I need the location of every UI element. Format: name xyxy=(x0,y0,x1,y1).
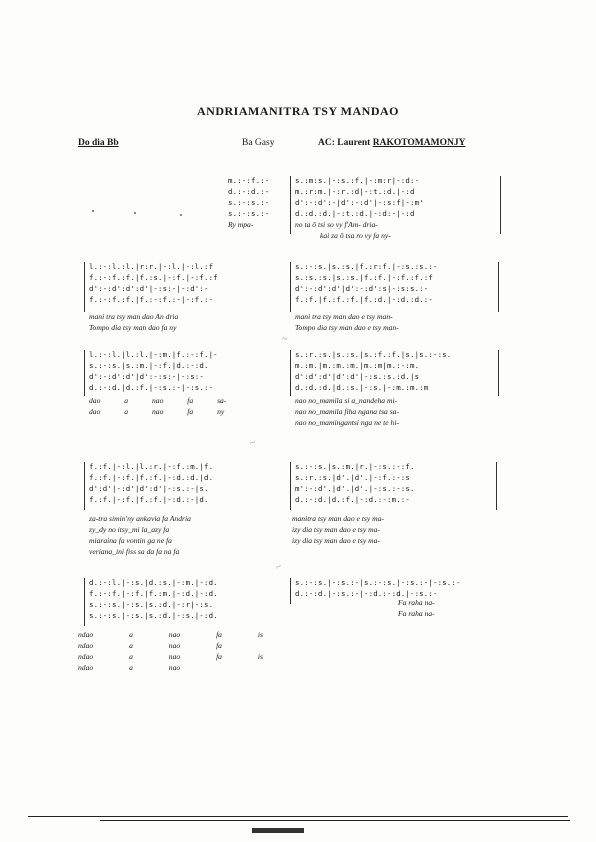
lyric-line: miaraina fa vontin ga ne fa xyxy=(89,536,172,545)
lyric-line: izy dia tsy man dao e tsy ma- xyxy=(292,525,380,534)
pencil-mark: ~ xyxy=(282,334,288,345)
footer-smudge xyxy=(252,828,304,833)
note-row: s.:-:s.|s.:s.|f.:r:f.|-:s.:s.:- xyxy=(295,262,438,271)
note-row: d':-:d':d':d'|-:s:-|-:d':- xyxy=(89,284,209,293)
note-row: m.:m.|m.:m.:m.|m.:m|m.:-:m. xyxy=(295,361,420,370)
lyric-line: manitra tsy man dao e tsy ma- xyxy=(292,514,384,523)
key-signature: Do dia Bb xyxy=(78,138,119,148)
note-row: s.:-:s.|-:s.|s.:d.|-:r|-:s. xyxy=(89,600,214,609)
note-row: f.:f.|f.:f.:f.|f.:d.|-:d.:d.:- xyxy=(295,295,433,304)
note-row: d.:-:d.|d.:f.|-:d.:-:m.:- xyxy=(295,495,410,504)
lyric-line: ndao a nao fa is xyxy=(78,630,263,639)
system-5-right xyxy=(290,578,502,628)
scan-speck xyxy=(92,210,94,212)
lyric-line: Fa raha na- xyxy=(398,609,435,618)
footer-rule xyxy=(28,816,568,817)
lyric-line: mani tra tsy man dao e tsy man- xyxy=(295,312,393,321)
note-row: s.:-:s.|-:s.|s.:d.|-:s.|-:d. xyxy=(89,611,218,620)
song-title: ANDRIAMANITRA TSY MANDAO xyxy=(196,104,399,118)
lyric-line: nao no_mamingantsi nga ne te hi- xyxy=(295,418,399,427)
lyric-line: dao a nao fa ny xyxy=(89,407,225,416)
composer-prefix: AC: Laurent xyxy=(318,138,373,148)
note-row: d':-:d':d'|d':-:d':s|-:s:s.:- xyxy=(295,284,429,293)
note-row: s.:-:s.:- xyxy=(228,198,270,207)
composer-credit xyxy=(318,138,465,148)
system-4-right xyxy=(290,462,502,562)
lyric-line: za-tra simin'ny ankavia fa Andria xyxy=(89,514,191,523)
pencil-mark: ~ xyxy=(248,437,258,450)
footer-rule xyxy=(100,820,570,821)
composer-name: RAKOTOMAMONJY xyxy=(372,138,466,148)
note-row: s.:r.:s.|d'.|d'.|-:f.:-:s xyxy=(295,473,410,482)
note-row: s.:m:s.|-:s.:f.|-:m:r|-:d:- xyxy=(295,176,420,185)
lyric-line: nao no_mamila fiha ngana tsa sa- xyxy=(295,407,399,416)
note-row: d.:d.:d.|-:t.:d.|-:d:-|-:d xyxy=(295,209,415,218)
note-row: d':d'|-:d'|d':d'|-:s.:-|s. xyxy=(89,484,209,493)
note-row: f.:-:f.:f.|f.:s.|-:f.|-:f.:f xyxy=(89,273,218,282)
note-row: s.:s.:s.|s.:s.|f.:f.|-:f.:f.:f xyxy=(295,273,433,282)
scan-speck xyxy=(134,212,136,214)
lyric-line: no ta ô tsi so vy f'Am- dria- xyxy=(295,220,378,229)
note-row: d':-:d':-|d':-:d'|-:s:f|-:m' xyxy=(295,198,424,207)
system-1-left xyxy=(228,176,286,248)
system-4-left xyxy=(84,462,286,562)
note-row: s.:r.:s.|s.:s.|s.:f.:f.|s.|s.:-:s. xyxy=(295,350,452,359)
note-row: d.:d.:d.|d.:s.|-:s.|-:m.:m.:m xyxy=(295,383,429,392)
lyric-line: Ry mpa- xyxy=(228,220,254,229)
lyric-line: ndao a nao fa xyxy=(78,641,222,650)
note-row: f.:-:f.:f.|f.:-:f.:-|-:f.:- xyxy=(89,295,214,304)
pencil-mark: ~ xyxy=(273,561,284,574)
scan-speck xyxy=(180,214,182,216)
lyric-line: izy dia tsy man dao e tsy ma- xyxy=(292,536,380,545)
note-row: s.:-:s.|s.:m.|r.|-:s.:-:f. xyxy=(295,462,415,471)
lyric-line: ndao a nao fa is xyxy=(78,652,263,661)
note-row: d':d':d'|d':d'|-:s.:s.:d.|s xyxy=(295,372,420,381)
lyric-line: ndao a nao xyxy=(78,663,181,672)
system-5-left xyxy=(78,578,286,684)
system-2-right xyxy=(290,262,502,337)
note-row: s.:-:s.:- xyxy=(228,209,270,218)
lyric-line: Fa raha na- xyxy=(398,598,435,607)
note-row: d.:-:d.:- xyxy=(228,187,270,196)
system-1-right xyxy=(290,176,502,256)
lyric-line: Tompo dia tsy man dao e tsy man- xyxy=(295,323,399,332)
note-row: m.:r:m.|-:r.:d|-:t.:d.|-:d xyxy=(295,187,415,196)
note-row: d.:-:d.|d.:f.|-:s.:-|-:s.:- xyxy=(89,383,214,392)
lyric-line: kai za ô tsa ro vy fa ny- xyxy=(320,231,391,240)
lyric-line: Tompo dia tsy man dao fa ny xyxy=(89,323,177,332)
note-row: f.:f.|-:f.|f.:f.|-:d.:-|d. xyxy=(89,495,209,504)
note-row: f.:f.|-:f.|f.:f.|-:d.:d.|d. xyxy=(89,473,214,482)
note-row: l.:-:l.:l.|r:r.|-:l.|-:l.:f xyxy=(89,262,214,271)
language-label: Ba Gasy xyxy=(242,138,275,148)
lyric-line: veriana_ini fiss sa da fa na fa xyxy=(89,547,180,556)
note-row: d.:-:l.|-:s.|d.:s.|-:m.|-:d. xyxy=(89,578,218,587)
system-3-left xyxy=(84,350,286,420)
note-row: s.:-:s.|-:s.:-|s.:-:s.|-:s.:-|-:s.:- xyxy=(295,578,461,587)
lyric-line: nao no_mamila si a_nandeha mi- xyxy=(295,396,398,405)
note-row: d':-:d':d'|d':-:s:-|-:s:- xyxy=(89,372,204,381)
note-row: d.:-:d.|-:s.:-|-:d.:-:d.|-:s.:- xyxy=(295,589,438,598)
lyric-line: dao a nao fa sa- xyxy=(89,396,227,405)
system-3-right xyxy=(290,350,502,430)
lyric-line: mani tra tsy man dao An dria xyxy=(89,312,179,321)
lyric-line: zy_dy no itsy_mi la_azy fa xyxy=(89,525,170,534)
system-2-left xyxy=(84,262,286,337)
note-row: s.:-:s.|s.:m.|-:f.|d.:-:d. xyxy=(89,361,209,370)
note-row: m':-:d'.|d'.|d'.|-:s.:-:s. xyxy=(295,484,415,493)
note-row: m.:-:f.:- xyxy=(228,176,270,185)
note-row: f.:-:f.|-:f.|f.:m.|-:d.|-:d. xyxy=(89,589,218,598)
note-row: f.:f.|-:l.|l.:r.|-:f.:m.|f. xyxy=(89,462,214,471)
note-row: l.:-:l.|l.:l.|-:m.|f.:-:f.|- xyxy=(89,350,218,359)
